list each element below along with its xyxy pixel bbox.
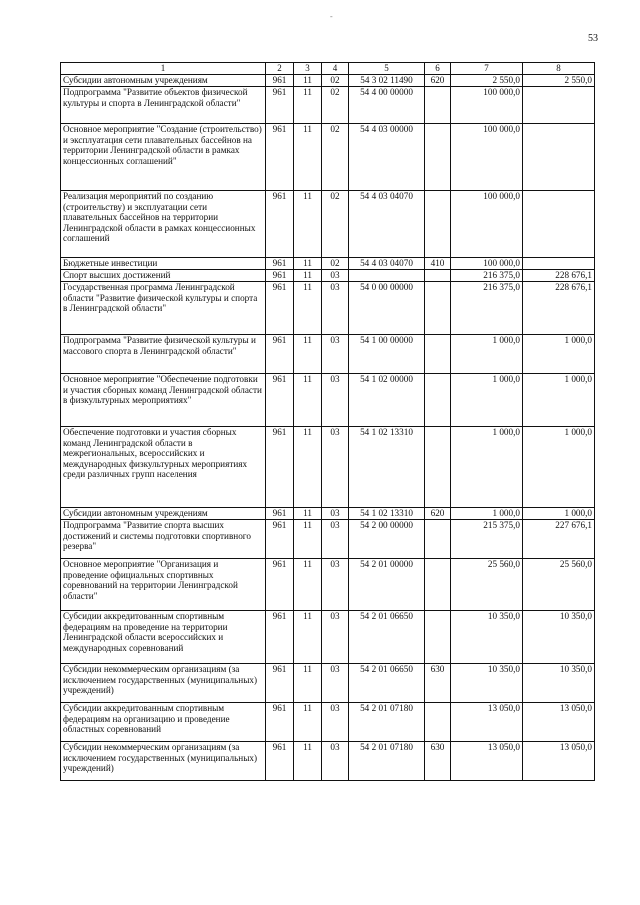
header-cell: 1: [61, 63, 266, 75]
scan-mark: -: [330, 12, 333, 21]
row-admin-code: 961: [266, 374, 294, 427]
table-row: [61, 508, 595, 520]
row-expense-type: [425, 124, 451, 191]
row-name: Субсидии аккредитованным спортивным федерациям на организацию и проведение областных соревнований: [61, 703, 266, 742]
row-section: 11: [294, 270, 322, 282]
row-subsection: 03: [322, 611, 349, 664]
row-amount-2019: 1 000,0: [451, 427, 523, 508]
row-amount-2019: 100 000,0: [451, 191, 523, 258]
table-header-row: [61, 63, 595, 75]
table-row: [61, 374, 595, 427]
row-subsection: 02: [322, 191, 349, 258]
row-amount-2019: 10 350,0: [451, 611, 523, 664]
header-cell: 6: [425, 63, 451, 75]
row-section: 11: [294, 75, 322, 87]
row-expense-type: [425, 335, 451, 374]
row-amount-2019: 10 350,0: [451, 664, 523, 703]
row-amount-2019: 100 000,0: [451, 258, 523, 270]
row-target-article: 54 1 02 00000: [349, 374, 425, 427]
row-amount-2019: 25 560,0: [451, 559, 523, 611]
row-amount-2020: 227 676,1: [523, 520, 595, 559]
row-subsection: 02: [322, 87, 349, 124]
row-target-article: 54 4 03 00000: [349, 124, 425, 191]
table-body: [61, 63, 595, 781]
row-name: Субсидии некоммерческим организациям (за исключением государственных (муниципальных) учреждений): [61, 664, 266, 703]
row-subsection: 03: [322, 427, 349, 508]
row-admin-code: 961: [266, 258, 294, 270]
row-name: Подпрограмма "Развитие объектов физической культуры и спорта в Ленинградской области": [61, 87, 266, 124]
row-section: 11: [294, 374, 322, 427]
row-expense-type: [425, 87, 451, 124]
row-subsection: 03: [322, 559, 349, 611]
table-row: [61, 703, 595, 742]
row-amount-2019: 13 050,0: [451, 703, 523, 742]
row-admin-code: 961: [266, 508, 294, 520]
row-expense-type: [425, 374, 451, 427]
budget-table: [60, 62, 595, 781]
row-admin-code: 961: [266, 282, 294, 335]
header-cell: 4: [322, 63, 349, 75]
table-row: [61, 258, 595, 270]
header-cell: 5: [349, 63, 425, 75]
table-row: [61, 124, 595, 191]
table-row: [61, 664, 595, 703]
row-admin-code: 961: [266, 75, 294, 87]
row-name: Субсидии некоммерческим организациям (за исключением государственных (муниципальных) учреждений): [61, 742, 266, 781]
row-name: Реализация мероприятий по созданию (строительству) и эксплуатации сети плавательных бассейнов на территории Ленинградской области в рамках концессионных соглашений: [61, 191, 266, 258]
row-amount-2020: 13 050,0: [523, 703, 595, 742]
row-amount-2019: 1 000,0: [451, 374, 523, 427]
row-section: 11: [294, 520, 322, 559]
row-amount-2019: 100 000,0: [451, 124, 523, 191]
row-subsection: 02: [322, 75, 349, 87]
row-subsection: 02: [322, 258, 349, 270]
row-admin-code: 961: [266, 191, 294, 258]
row-name: Основное мероприятие "Обеспечение подготовки и участия сборных команд Ленинградской области в физкультурных мероприятиях": [61, 374, 266, 427]
row-target-article: 54 4 03 04070: [349, 191, 425, 258]
row-section: 11: [294, 191, 322, 258]
row-admin-code: 961: [266, 520, 294, 559]
row-admin-code: 961: [266, 559, 294, 611]
row-section: 11: [294, 742, 322, 781]
row-subsection: 02: [322, 124, 349, 191]
table-row: [61, 427, 595, 508]
row-admin-code: 961: [266, 703, 294, 742]
row-name: Подпрограмма "Развитие спорта высших достижений и системы подготовки спортивного резерва": [61, 520, 266, 559]
row-expense-type: [425, 559, 451, 611]
row-amount-2020: 1 000,0: [523, 374, 595, 427]
row-section: 11: [294, 282, 322, 335]
row-target-article: 54 1 00 00000: [349, 335, 425, 374]
table-row: [61, 742, 595, 781]
row-admin-code: 961: [266, 335, 294, 374]
table-row: [61, 611, 595, 664]
row-subsection: 03: [322, 270, 349, 282]
row-target-article: [349, 270, 425, 282]
table-row: [61, 191, 595, 258]
header-cell: 2: [266, 63, 294, 75]
row-name: Подпрограмма "Развитие физической культуры и массового спорта в Ленинградской области": [61, 335, 266, 374]
row-amount-2019: 1 000,0: [451, 335, 523, 374]
row-amount-2019: 216 375,0: [451, 282, 523, 335]
row-name: Бюджетные инвестиции: [61, 258, 266, 270]
row-name: Субсидии автономным учреждениям: [61, 508, 266, 520]
table-row: [61, 335, 595, 374]
row-target-article: 54 4 00 00000: [349, 87, 425, 124]
row-section: 11: [294, 664, 322, 703]
row-expense-type: 630: [425, 742, 451, 781]
row-section: 11: [294, 508, 322, 520]
row-target-article: 54 3 02 11490: [349, 75, 425, 87]
row-name: Субсидии аккредитованным спортивным федерациям на проведение на территории Ленинградской области всероссийских и международных соревнований: [61, 611, 266, 664]
row-target-article: 54 1 02 13310: [349, 508, 425, 520]
row-amount-2020: [523, 191, 595, 258]
row-subsection: 03: [322, 335, 349, 374]
row-section: 11: [294, 87, 322, 124]
row-name: Государственная программа Ленинградской области "Развитие физической культуры и спорта в Ленинградской области": [61, 282, 266, 335]
row-section: 11: [294, 335, 322, 374]
row-target-article: 54 2 01 06650: [349, 664, 425, 703]
row-subsection: 03: [322, 374, 349, 427]
row-expense-type: [425, 427, 451, 508]
row-amount-2020: 10 350,0: [523, 611, 595, 664]
row-target-article: 54 0 00 00000: [349, 282, 425, 335]
row-amount-2020: 1 000,0: [523, 427, 595, 508]
table-row: [61, 559, 595, 611]
row-section: 11: [294, 559, 322, 611]
row-amount-2019: 2 550,0: [451, 75, 523, 87]
row-name: Субсидии автономным учреждениям: [61, 75, 266, 87]
row-amount-2020: 2 550,0: [523, 75, 595, 87]
row-amount-2020: 13 050,0: [523, 742, 595, 781]
row-amount-2020: 228 676,1: [523, 270, 595, 282]
row-section: 11: [294, 258, 322, 270]
row-amount-2020: [523, 87, 595, 124]
row-subsection: 03: [322, 508, 349, 520]
row-amount-2020: 1 000,0: [523, 508, 595, 520]
row-expense-type: [425, 520, 451, 559]
table-row: [61, 520, 595, 559]
row-section: 11: [294, 703, 322, 742]
row-subsection: 03: [322, 742, 349, 781]
row-subsection: 03: [322, 520, 349, 559]
row-name: Основное мероприятие "Организация и проведение официальных спортивных соревнований на территории Ленинградской области": [61, 559, 266, 611]
row-subsection: 03: [322, 282, 349, 335]
row-section: 11: [294, 427, 322, 508]
row-admin-code: 961: [266, 270, 294, 282]
table-row: [61, 270, 595, 282]
row-subsection: 03: [322, 703, 349, 742]
row-expense-type: [425, 270, 451, 282]
row-admin-code: 961: [266, 87, 294, 124]
row-amount-2020: [523, 258, 595, 270]
row-target-article: 54 1 02 13310: [349, 427, 425, 508]
row-expense-type: [425, 703, 451, 742]
row-amount-2020: 10 350,0: [523, 664, 595, 703]
row-amount-2020: 228 676,1: [523, 282, 595, 335]
row-expense-type: [425, 611, 451, 664]
row-expense-type: [425, 282, 451, 335]
page-number: 53: [588, 33, 598, 44]
row-admin-code: 961: [266, 742, 294, 781]
table-row: [61, 75, 595, 87]
row-name: Обеспечение подготовки и участия сборных команд Ленинградской области в межрегиональных, всероссийских и международных физкультурных мероприятиях среди различных групп населения: [61, 427, 266, 508]
row-name: Основное мероприятие "Создание (строительство) и эксплуатация сети плавательных бассейнов на территории Ленинградской области в рамках концессионных соглашений": [61, 124, 266, 191]
row-target-article: 54 2 01 07180: [349, 742, 425, 781]
table-row: [61, 282, 595, 335]
row-amount-2019: 216 375,0: [451, 270, 523, 282]
row-amount-2020: [523, 124, 595, 191]
row-name: Спорт высших достижений: [61, 270, 266, 282]
row-target-article: 54 2 01 06650: [349, 611, 425, 664]
header-cell: 7: [451, 63, 523, 75]
row-expense-type: [425, 191, 451, 258]
row-section: 11: [294, 124, 322, 191]
row-admin-code: 961: [266, 611, 294, 664]
row-expense-type: 620: [425, 508, 451, 520]
row-amount-2019: 100 000,0: [451, 87, 523, 124]
row-section: 11: [294, 611, 322, 664]
row-target-article: 54 4 03 04070: [349, 258, 425, 270]
row-expense-type: 630: [425, 664, 451, 703]
row-amount-2019: 1 000,0: [451, 508, 523, 520]
header-cell: 3: [294, 63, 322, 75]
row-admin-code: 961: [266, 427, 294, 508]
row-amount-2019: 215 375,0: [451, 520, 523, 559]
row-admin-code: 961: [266, 124, 294, 191]
row-expense-type: 620: [425, 75, 451, 87]
row-target-article: 54 2 01 07180: [349, 703, 425, 742]
row-expense-type: 410: [425, 258, 451, 270]
row-amount-2020: 25 560,0: [523, 559, 595, 611]
row-amount-2019: 13 050,0: [451, 742, 523, 781]
row-target-article: 54 2 01 00000: [349, 559, 425, 611]
table-row: [61, 87, 595, 124]
row-admin-code: 961: [266, 664, 294, 703]
header-cell: 8: [523, 63, 595, 75]
row-subsection: 03: [322, 664, 349, 703]
row-amount-2020: 1 000,0: [523, 335, 595, 374]
row-target-article: 54 2 00 00000: [349, 520, 425, 559]
